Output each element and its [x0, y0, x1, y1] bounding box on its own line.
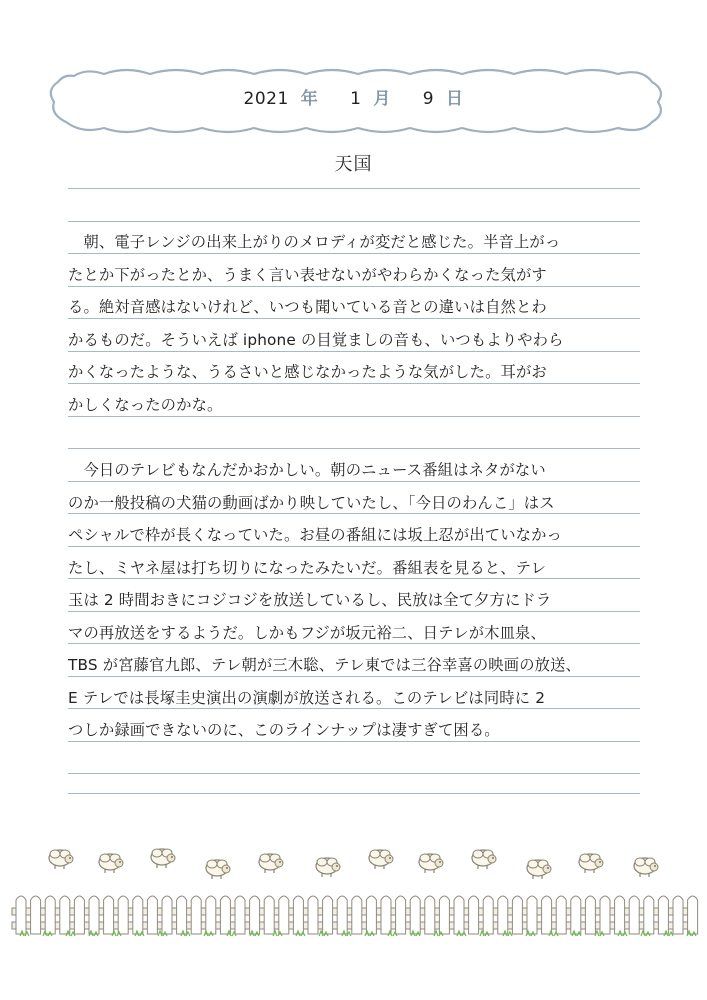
fence-picket [220, 896, 230, 934]
sheep-icon [259, 854, 283, 873]
ruled-line [68, 793, 640, 794]
fence-picket [264, 896, 274, 934]
sheep-icon [316, 858, 340, 877]
sheep-icon [369, 850, 393, 869]
text-line: TBS が宮藤官九郎、テレ朝が三木聡、テレ東では三谷幸喜の映画の放送、 [68, 656, 581, 674]
fence-picket [366, 896, 376, 934]
fence-picket [425, 896, 435, 934]
sheep-icon [206, 860, 230, 879]
ruled-line [68, 221, 640, 222]
date-year: 2021 [243, 89, 289, 109]
fence-picket [512, 896, 522, 934]
fence-picket [206, 896, 216, 934]
fence-picket [104, 896, 114, 934]
fence-picket [323, 896, 333, 934]
text-line: る。絶対音感はないけれど、いつも聞いている音との違いは自然とわ [68, 298, 547, 316]
sheep-icon [472, 850, 496, 869]
text-line: マの再放送をするようだ。しかもフジが坂元裕二、日テレが木皿泉、 [68, 623, 546, 642]
fence-picket [585, 896, 595, 934]
fence-picket [74, 896, 84, 934]
ruled-line [68, 448, 640, 449]
fence-picket [235, 896, 245, 934]
fence-picket [250, 896, 260, 934]
fence-picket [454, 896, 464, 934]
text-line: たし、ミヤネ屋は打ち切りになったみたいだ。番組表を見ると、テレ [68, 558, 547, 577]
fence-picket [133, 896, 143, 934]
sheep-icon [634, 858, 658, 877]
ruled-line [68, 188, 640, 189]
text-line: E テレでは長塚圭史演出の演劇が放送される。このテレビは同時に 2 [68, 688, 546, 707]
text-line: ペシャルで枠が長くなっていた。お昼の番組には坂上忍が出ていなかっ [68, 526, 562, 544]
fence-picket [542, 896, 552, 934]
fence-picket [31, 896, 41, 934]
fence-illustration [12, 896, 698, 936]
fence-picket [352, 896, 362, 934]
fence-picket [483, 896, 493, 934]
sheep-icon [579, 854, 603, 873]
fence-picket [410, 896, 420, 934]
fence-picket [527, 896, 537, 934]
sheep-icon [419, 854, 443, 873]
text-line: かくなったような、うるさいと感じなかったような気がした。耳がお [68, 363, 547, 381]
date-year-unit: 年 [300, 89, 319, 109]
fence-picket [381, 896, 391, 934]
fence-picket [89, 896, 99, 934]
fence-picket [469, 896, 479, 934]
fence-picket [658, 896, 668, 934]
text-line: 玉は 2 時間おきにコジコジを放送しているし、民放は全て夕方にドラ [68, 591, 552, 609]
fence-picket [673, 896, 683, 934]
fence-picket [600, 896, 610, 934]
fence-picket [177, 896, 187, 934]
date-day: 9 [422, 89, 435, 109]
text-line: かしくなったのかな。 [68, 395, 223, 414]
fence-picket [615, 896, 625, 934]
fence-picket [337, 896, 347, 934]
fence-picket [162, 896, 172, 934]
fence-picket [118, 896, 128, 934]
fence-picket [439, 896, 449, 934]
fence-picket [629, 896, 639, 934]
text-line: たとか下がったとか、うまく言い表せないがやわらかくなった気がす [68, 265, 547, 284]
text-line: 今日のテレビもなんだかおかしい。朝のニュース番組はネタがない [68, 461, 546, 479]
sheep-icon [527, 860, 551, 879]
text-line: かるものだ。そういえば iphone の目覚ましの音も、いつもよりやわら [68, 330, 564, 349]
sheep-group [49, 849, 658, 879]
text-line: のか一般投稿の犬猫の動画ばかり映していたし、「今日のわんこ」はス [68, 493, 555, 512]
fence-picket [45, 896, 55, 934]
fence-picket [16, 896, 26, 934]
sheep-icon [151, 849, 175, 868]
fence-picket [293, 896, 303, 934]
fence-picket [556, 896, 566, 934]
fence-picket [688, 896, 698, 934]
fence-picket [396, 896, 406, 934]
date-month-unit: 月 [373, 89, 391, 109]
text-line: 朝、電子レンジの出来上がりのメロディが変だと感じた。半音上がっ [68, 233, 561, 251]
fence-picket [60, 896, 70, 934]
fence-picket [571, 896, 581, 934]
sheep-fence-decoration [0, 840, 707, 1000]
fence-picket [644, 896, 654, 934]
date-header [0, 84, 707, 114]
sheep-icon [99, 854, 123, 873]
fence-picket [279, 896, 289, 934]
fence-picket [308, 896, 318, 934]
date-day-unit: 日 [445, 89, 464, 109]
page-title: 天国 [334, 154, 373, 175]
fence-picket [147, 896, 157, 934]
ruled-line [68, 773, 640, 774]
text-line: つしか録画できないのに、このラインナップは凄すぎて困る。 [68, 721, 500, 739]
date-month: 1 [350, 89, 362, 109]
sheep-icon [49, 850, 73, 869]
fence-picket [191, 896, 201, 934]
fence-picket [498, 896, 508, 934]
